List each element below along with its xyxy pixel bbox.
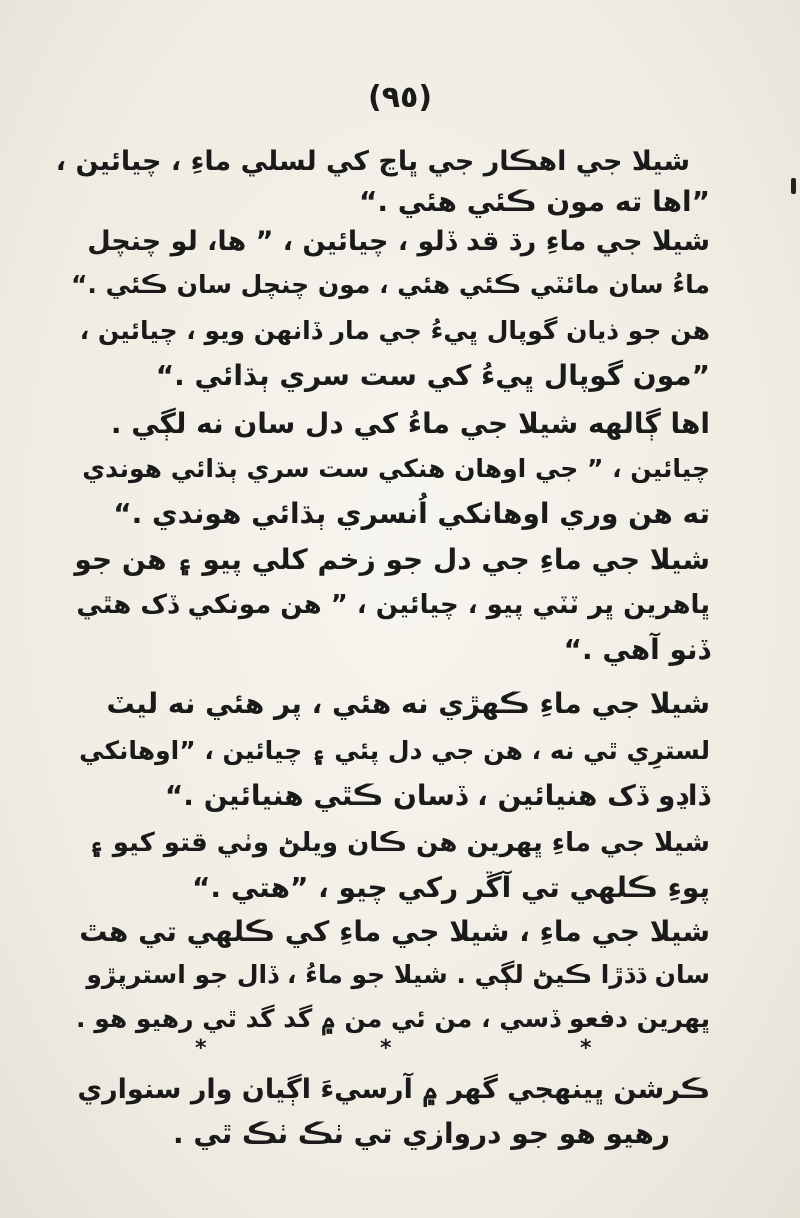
text-line: شيلا جي ماءِ ڪهڙي نه هئي ، پر هئي نه ليٽ: [106, 687, 710, 720]
text-line: ”اها ته مون ڪئي هئي .“: [359, 185, 710, 218]
text-line: ماءُ سان مائٽي ڪئي هئي ، مون چنچل سان ڪئي .“: [70, 270, 710, 299]
text-line: ڀاهرين ڀر ٽٽي پيو ، چيائين ، ” هن مونکي ڏک هٿي: [76, 590, 710, 620]
page-edge-mark: [791, 178, 796, 194]
text-line: ته هن وري اوهانکي اُنسري ٻڌائي هوندي .“: [113, 497, 710, 530]
text-line: ڏنو آهي .“: [563, 633, 710, 666]
text-line: ”مون گوپال ڀيءُ کي ست سري ٻڌائي .“: [155, 359, 710, 392]
page-number: (٩٥): [367, 80, 433, 115]
text-line: شيلا جي ماءِ جي دل جو زخم کلي پيو ۽ هن جو: [74, 543, 710, 576]
text-line: شيلا جي ماءِ رڌ قد ڏلو ، چيائين ، ” ها، لو چنچل: [87, 226, 710, 257]
text-line: اها ڳالهه شيلا جي ماءُ کي دل سان نه لڳي .: [110, 407, 710, 440]
text-line: هن جو ذيان گوپال ڀيءُ جي مار ڏانهن ويو ، چيائين ،: [79, 316, 710, 345]
text-line: رهيو هو جو دروازي تي ٺڪ ٺڪ ٿي .: [173, 1117, 670, 1150]
text-line: سان ڌڌڙا ڪيڻ لڳي . شيلا جو ماءُ ، ڏال جو استرپڙو: [86, 960, 710, 989]
text-line: پوءِ ڪلهي تي آڱر رکي چيو ، ”هتي .“: [192, 871, 710, 904]
text-line: لسترِي ٿي نه ، هن جي دل پئي ۽ چيائين ، ”اوهانکي: [79, 736, 710, 765]
text-line: ڪرشن ڀينهجي گهر ۾ آرسيءَ اڳيان وار سنواري: [77, 1074, 710, 1105]
section-ornament: *: [380, 1036, 392, 1061]
text-line: ڀهرين دفعو ڏسي ، من ئي من ۾ گد گد ٿي رهيو هو .: [76, 1004, 710, 1033]
section-ornament: *: [195, 1036, 207, 1061]
section-ornament: *: [580, 1036, 592, 1061]
text-line: شيلا جي ماءِ ڀهرين هن ڪان ويلڻ وٺي قتو کيو ۽: [88, 828, 710, 858]
text-line: شيلا جي ماءِ ، شيلا جي ماءِ کي ڪلهي تي هٿ: [79, 915, 710, 948]
text-line: ڏاڍو ڏک هنيائين ، ڏسان ڪٿي هنيائين .“: [164, 779, 710, 812]
text-line: شيلا جي اهڪار جي ڀاڃ کي لسلي ماءِ ، چيائين ،: [55, 146, 690, 177]
text-line: چيائين ، ” جي اوهان هنکي ست سري ٻڌائي هوندي: [82, 454, 710, 483]
